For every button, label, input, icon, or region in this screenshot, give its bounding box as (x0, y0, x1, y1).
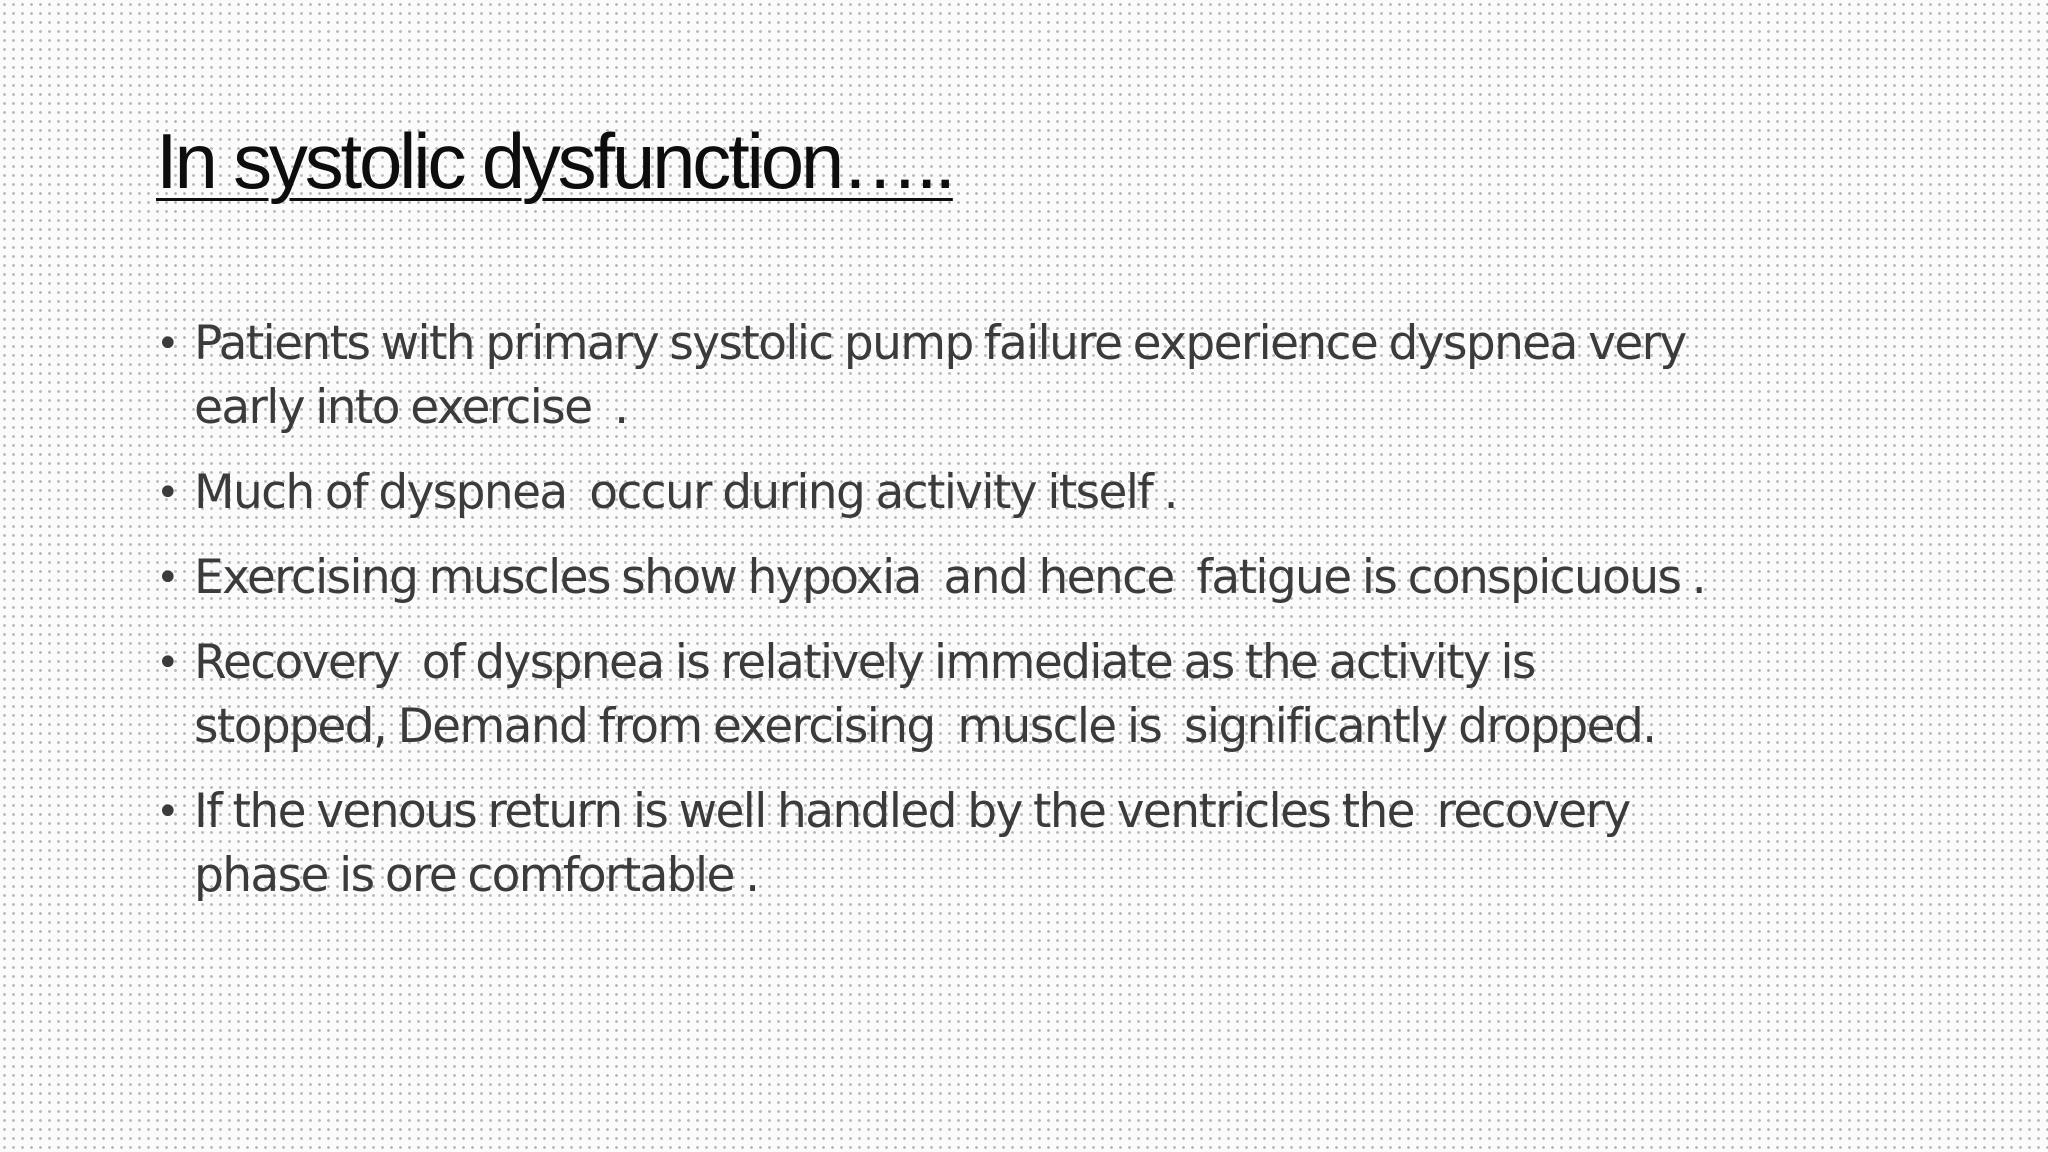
bullet-icon: • (156, 555, 178, 601)
bullet-icon: • (156, 640, 178, 686)
bullet-text: Patients with primary systolic pump failure experience dyspnea very early into exercise . (194, 316, 1686, 435)
slide-title: In systolic dysfunction….. (156, 117, 953, 205)
bullet-list (156, 312, 1996, 929)
bullet-icon: • (156, 789, 178, 835)
bullet-item (156, 631, 1996, 759)
bullet-text: Exercising muscles show hypoxia and hence fatigue is conspicuous . (194, 550, 1706, 605)
bullet-item (156, 780, 1996, 908)
bullet-item (156, 461, 1996, 525)
bullet-icon: • (156, 470, 178, 516)
bullet-text: If the venous return is well handled by the ventricles the recovery phase is ore comfortable . (194, 784, 1630, 903)
bullet-item (156, 312, 1996, 440)
bullet-text: Recovery of dyspnea is relatively immediate as the activity is stopped, Demand from exercising muscle is significantly dropped. (194, 635, 1656, 754)
bullet-text: Much of dyspnea occur during activity itself . (194, 465, 1177, 520)
bullet-icon: • (156, 321, 178, 367)
bullet-item (156, 546, 1996, 610)
